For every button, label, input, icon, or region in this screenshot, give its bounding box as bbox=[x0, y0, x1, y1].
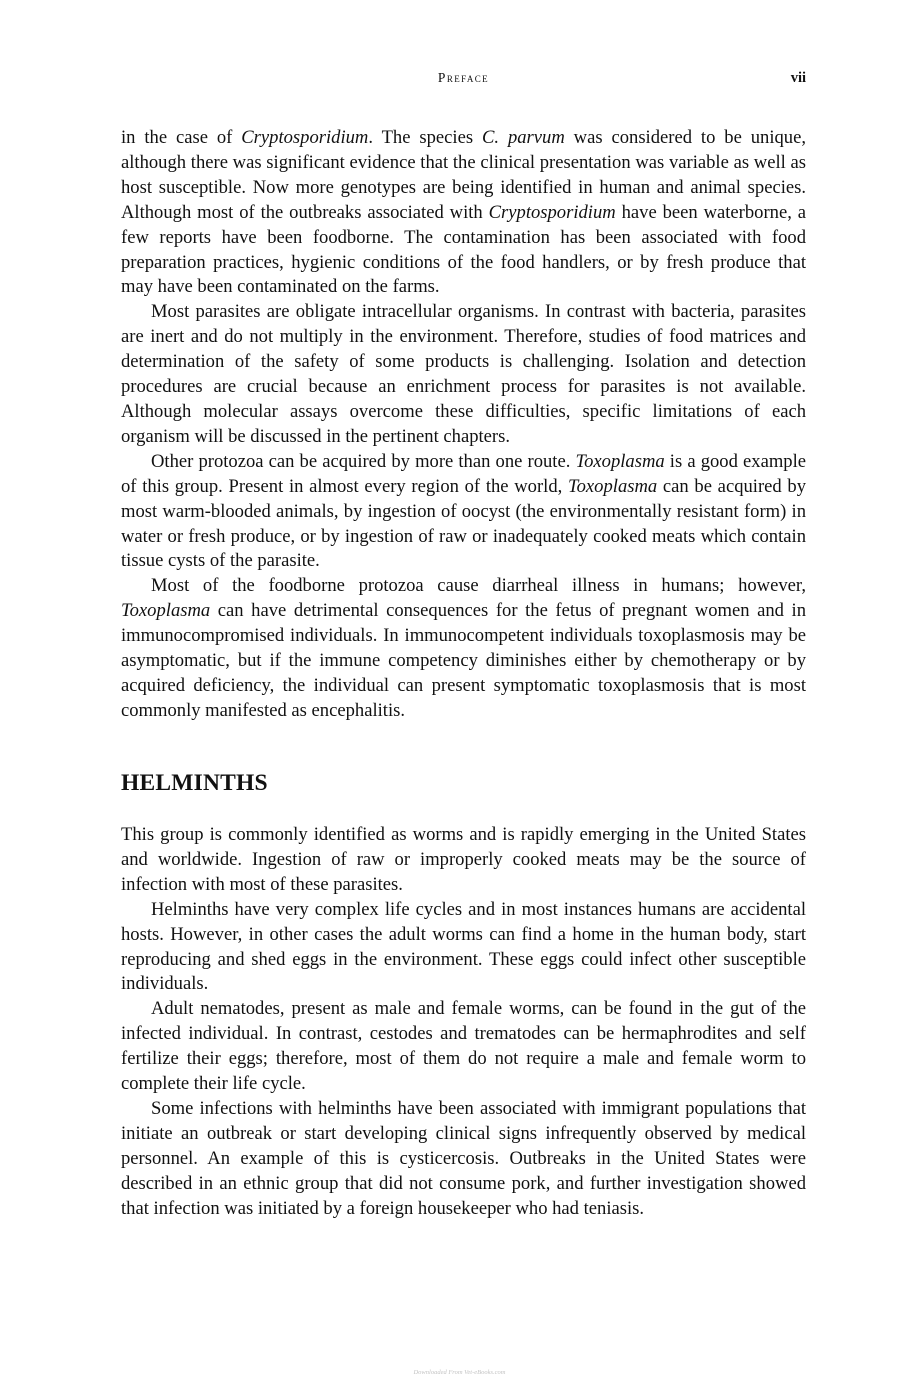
paragraph bbox=[121, 450, 806, 575]
text-run: This group is commonly identified as worms and is rapidly emerging in the United States and worldwide. Ingestion of raw or improperly cooked meats may be the source of infection with most of these parasites. bbox=[121, 824, 806, 895]
paragraph bbox=[121, 1097, 806, 1222]
paragraph bbox=[121, 574, 806, 723]
italic-term: Toxoplasma bbox=[568, 475, 658, 497]
page-number: vii bbox=[790, 70, 806, 86]
paragraph bbox=[121, 898, 806, 998]
text-run: Most of the foodborne protozoa cause diarrheal illness in humans; however, bbox=[151, 575, 806, 597]
italic-term: Cryptosporidium bbox=[488, 201, 616, 223]
paragraph bbox=[121, 823, 806, 898]
text-run: . The species bbox=[368, 127, 482, 148]
text-run: in the case of bbox=[121, 127, 242, 148]
text-run: can have detrimental consequences for the fetus of pregnant women and in immunocompromised individuals. In immunocompetent individuals toxoplasmosis may be asymptomatic, but if the immune competency diminishes either by chemotherapy or by acquired deficiency, the individual can present symptomatic toxoplasmosis that is most commonly manifested as encephalitis. bbox=[121, 600, 806, 721]
text-run: Helminths have very complex life cycles and in most instances humans are accidental hosts. However, in other cases the adult worms can find a home in the human body, start reproducing and shed eggs in the environment. These eggs could infect other susceptible individuals. bbox=[121, 898, 806, 995]
italic-term: Cryptosporidium bbox=[241, 127, 369, 148]
paragraph bbox=[121, 997, 806, 1097]
italic-term: C. parvum bbox=[481, 127, 565, 148]
paragraph bbox=[121, 126, 806, 300]
text-run: Most parasites are obligate intracellular organisms. In contrast with bacteria, parasites are inert and do not multiply in the environment. Therefore, studies of food matrices and determination of the safety of some products is challenging. Isolation and detection procedures are crucial because an enrichment process for parasites is not available. Although molecular assays overcome these difficulties, specific limitations of each organism will be discussed in the pertinent chapters. bbox=[121, 301, 806, 447]
paragraph bbox=[121, 300, 806, 449]
running-title: Preface bbox=[437, 70, 490, 85]
running-head bbox=[121, 70, 806, 92]
text-run: was considered to be unique, although there was significant evidence that the clinical presentation was variable as well as host susceptible. Now more genotypes are being identified in human and animal species. Although most of the outbreaks associated with bbox=[121, 127, 806, 223]
text-run: can be acquired by most warm-blooded animals, by ingestion of oocyst (the environmentally resistant form) in water or fresh produce, or by ingestion of raw or inadequately cooked meats which contain tissue cysts of the parasite. bbox=[121, 475, 806, 572]
section-heading-helminths: HELMINTHS bbox=[121, 770, 268, 796]
text-run: Other protozoa can be acquired by more than one route. bbox=[151, 450, 576, 472]
text-run: have been waterborne, a few reports have been foodborne. The contamination has been associated with food preparation practices, hygienic conditions of the food handlers, or by fresh produce that may have been contaminated on the farms. bbox=[121, 201, 807, 298]
italic-term: Toxoplasma bbox=[575, 450, 665, 472]
italic-term: Toxoplasma bbox=[121, 600, 211, 622]
download-watermark: Downloaded From Vet-eBooks.com bbox=[413, 1369, 506, 1376]
text-run: Some infections with helminths have been associated with immigrant populations that initiate an outbreak or start developing clinical signs infrequently observed by medical personnel. An example of this is cysticercosis. Outbreaks in the United States were described in an ethnic group that did not consume pork, and further investigation showed that infection was initiated by a foreign housekeeper who had teniasis. bbox=[121, 1097, 806, 1219]
protozoa-text bbox=[121, 126, 806, 724]
helminths-text bbox=[121, 823, 806, 1222]
text-run: Adult nematodes, present as male and female worms, can be found in the gut of the infected individual. In contrast, cestodes and trematodes can be hermaphrodites and self fertilize their eggs; therefore, most of them do not require a male and female worm to complete their life cycle. bbox=[121, 998, 806, 1095]
text-run: is a good example of this group. Present in almost every region of the world, bbox=[121, 450, 806, 497]
